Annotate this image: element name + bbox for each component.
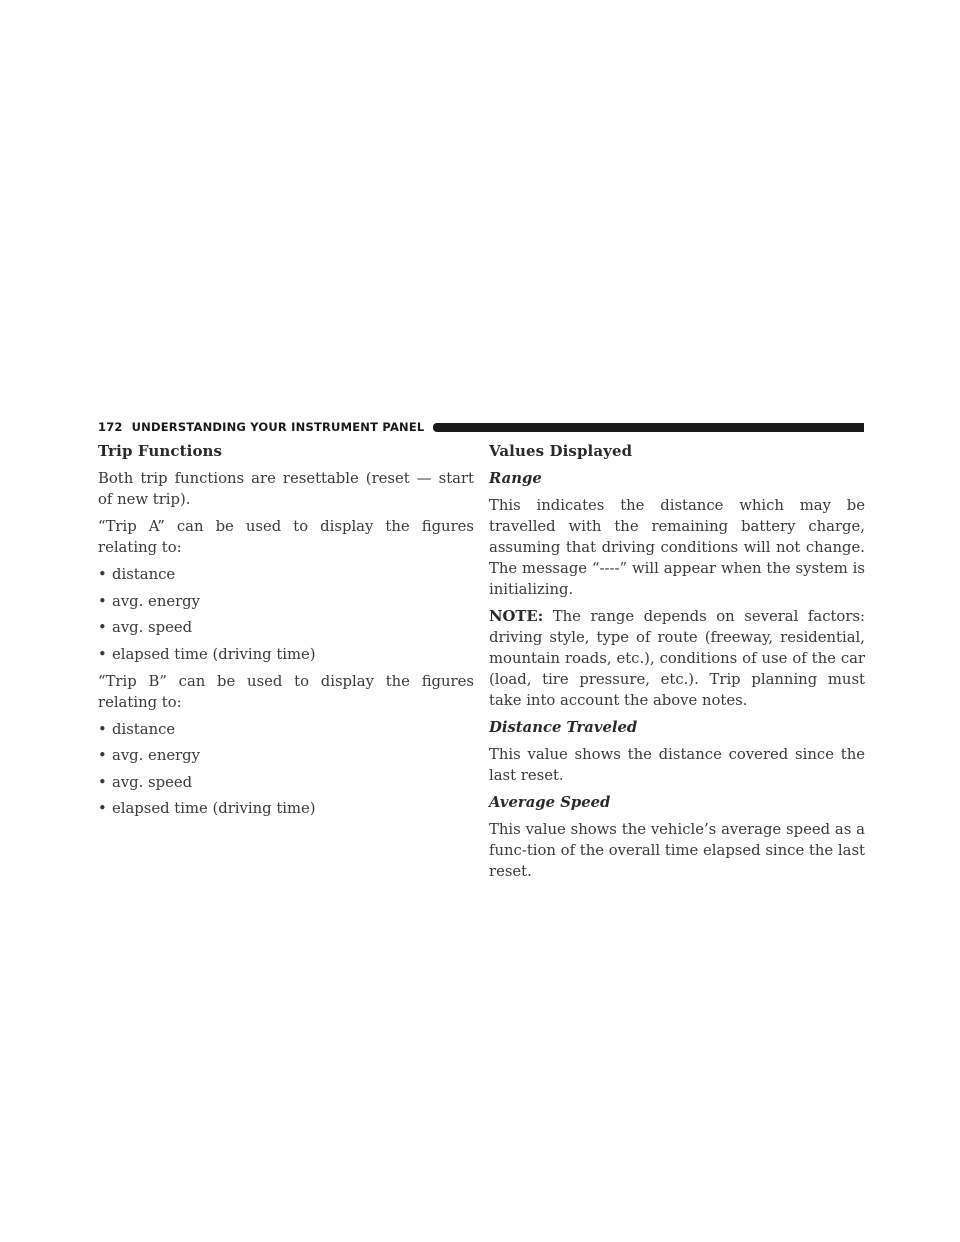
bullet-icon: • bbox=[98, 566, 107, 583]
list-item-text: avg. speed bbox=[112, 773, 193, 791]
list-item-text: avg. energy bbox=[112, 747, 201, 764]
bullet-icon: • bbox=[98, 645, 107, 663]
list-item-text: avg. speed bbox=[112, 619, 193, 636]
list-item-text: avg. energy bbox=[112, 592, 201, 610]
list-item bbox=[98, 745, 474, 766]
list-item bbox=[98, 564, 474, 585]
list-item bbox=[98, 644, 474, 665]
left-column bbox=[98, 441, 474, 825]
right-column bbox=[489, 441, 865, 888]
section-title: UNDERSTANDING YOUR INSTRUMENT PANEL bbox=[131, 420, 425, 434]
list-item bbox=[98, 617, 474, 638]
list-item bbox=[98, 591, 474, 612]
page-number: 172 bbox=[98, 420, 123, 434]
distance-subheading: Distance Traveled bbox=[489, 719, 638, 736]
values-displayed-heading: Values Displayed bbox=[489, 442, 633, 460]
speed-subheading: Average Speed bbox=[489, 794, 611, 811]
list-item bbox=[98, 719, 474, 740]
bullet-icon: • bbox=[98, 747, 107, 764]
page-header bbox=[98, 419, 864, 435]
list-item-text: elapsed time (driving time) bbox=[112, 800, 316, 817]
list-item-text: distance bbox=[112, 566, 176, 583]
list-item bbox=[98, 798, 474, 819]
trip-a-intro: “Trip A” can be used to display the figures relating to: bbox=[98, 518, 474, 556]
bullet-icon: • bbox=[98, 773, 107, 791]
list-item-text: distance bbox=[112, 720, 176, 738]
note-label: NOTE: bbox=[489, 608, 544, 625]
trip-a-list bbox=[98, 564, 474, 665]
bullet-icon: • bbox=[98, 619, 107, 636]
range-subheading: Range bbox=[489, 470, 542, 487]
header-rule bbox=[433, 423, 864, 432]
note-text: The range depends on several factors: driving style, type of route (freeway, residential, mountain roads, etc.), conditions of use of the car (load, tire pressure, etc.). Trip planning must take into account the above notes. bbox=[489, 608, 865, 709]
list-item-text: elapsed time (driving time) bbox=[112, 645, 316, 663]
trip-intro-paragraph: Both trip functions are resettable (reset — start of new trip). bbox=[98, 470, 474, 508]
trip-functions-heading: Trip Functions bbox=[98, 442, 223, 460]
speed-paragraph: This value shows the vehicle’s average speed as a func-tion of the overall time elapsed since the last reset. bbox=[489, 821, 865, 880]
range-paragraph: This indicates the distance which may be travelled with the remaining battery charge, assuming that driving conditions will not change. The message “----” will appear when the system is initializing. bbox=[489, 497, 865, 598]
bullet-icon: • bbox=[98, 592, 107, 610]
trip-b-list bbox=[98, 719, 474, 820]
list-item bbox=[98, 772, 474, 793]
bullet-icon: • bbox=[98, 720, 107, 738]
trip-b-intro: “Trip B” can be used to display the figures relating to: bbox=[98, 672, 474, 711]
note-paragraph bbox=[489, 606, 865, 711]
bullet-icon: • bbox=[98, 800, 107, 817]
distance-paragraph: This value shows the distance covered since the last reset. bbox=[489, 746, 865, 784]
